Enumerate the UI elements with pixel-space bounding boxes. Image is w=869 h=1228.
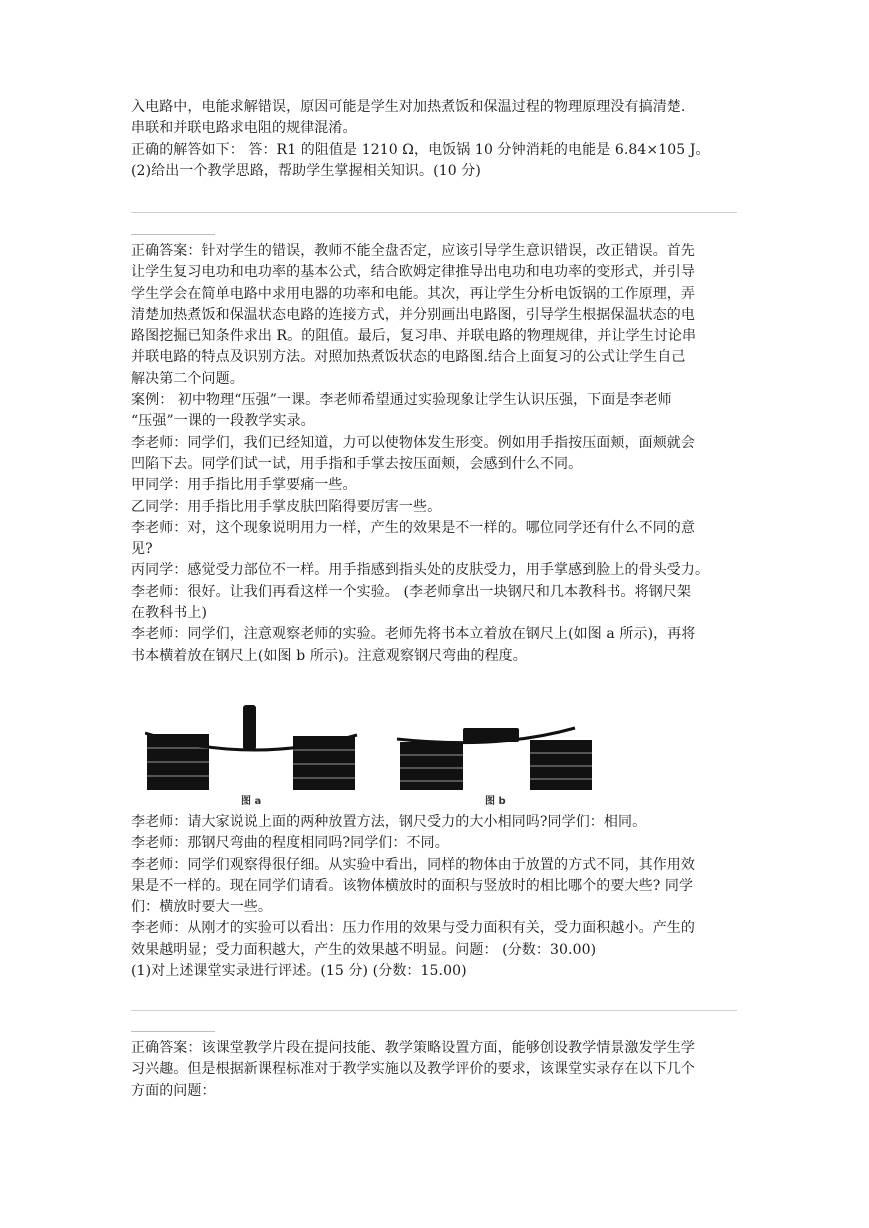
figure-b <box>397 728 592 807</box>
text-line: (2)给出一个教学思路，帮助学生掌握相关知识。(10 分) <box>131 162 481 179</box>
text-line: 们：横放时要大一些。 <box>131 899 272 916</box>
text-line: 学生学会在简单电路中求用电器的功率和电能。其次，再让学生分析电饭锅的工作原理，弄 <box>131 285 695 302</box>
text-line: 入电路中，电能求解错误，原因可能是学生对加热煮饭和保温过程的物理原理没有搞清楚. <box>131 99 686 115</box>
text-line: 果是不一样的。现在同学们请看。该物体横放时的面积与竖放时的相比哪个的要大些? 同学 <box>131 877 694 894</box>
text-line: 李老师：那钢尺弯曲的程度相同吗?同学们：不同。 <box>131 835 449 852</box>
text-line: 李老师：很好。让我们再看这样一个实验。 (李老师拿出一块钢尺和几本教科书。将钢尺架 <box>131 583 692 600</box>
text-line: 串联和并联电路求电阻的规律混淆。 <box>131 120 357 137</box>
section-divider <box>131 1010 737 1011</box>
text-line: “压强”一课的一段教学实录。 <box>131 413 315 430</box>
text-line: 李老师：同学们，我们已经知道，力可以使物体发生形变。例如用手指按压面颊，面颊就会 <box>131 434 695 451</box>
figure-a-label: 图 a <box>241 796 262 807</box>
text-line: 在教科书上) <box>131 605 208 622</box>
text-line: 李老师：从刚才的实验可以看出：压力作用的效果与受力面积有关，受力面积越小。产生的 <box>131 920 695 937</box>
section-divider <box>131 212 737 213</box>
text-line: 丙同学：感觉受力部位不一样。用手指感到指头处的皮肤受力，用手掌感到脸上的骨头受力。 <box>131 562 710 579</box>
text-line: 见? <box>131 541 153 558</box>
text-line: 案例： 初中物理“压强”一课。李老师希望通过实验现象让学生认识压强，下面是李老师 <box>131 392 672 409</box>
text-section-4 <box>131 1038 741 1102</box>
text-line: 清楚加热煮饭和保温状态电路的连接方式，并分别画出电路图，引导学生根据保温状态的电 <box>131 306 695 323</box>
text-section-2 <box>131 241 741 667</box>
answer-marker-line <box>131 234 215 235</box>
answer-marker-line <box>131 1031 215 1032</box>
text-line: 路图挖掘已知条件求出 R。的阻值。最后，复习串、并联电路的物理规律，并让学生讨论串 <box>131 328 697 345</box>
figure-b-label: 图 b <box>485 796 506 807</box>
text-line: 并联电路的特点及识别方法。对照加热煮饭状态的电路图.结合上面复习的公式让学生自己 <box>131 349 686 366</box>
text-line: 解决第二个问题。 <box>131 370 244 387</box>
text-line: 书本横着放在钢尺上(如图 b 所示)。注意观察钢尺弯曲的程度。 <box>131 647 527 664</box>
text-line: 让学生复习电功和电功率的基本公式，结合欧姆定律推导出电功和电功率的变形式，并引导 <box>131 264 695 281</box>
text-line: 李老师：请大家说说上面的两种放置方法，钢尺受力的大小相同吗?同学们：相同。 <box>131 814 647 830</box>
book-stack-left-b-icon <box>400 742 463 790</box>
flat-book-icon <box>463 728 519 742</box>
ruler-experiment-figure <box>145 704 645 810</box>
text-line: 正确答案：针对学生的错误，教师不能全盘否定，应该引导学生意识错误，改正错误。首先 <box>131 243 695 259</box>
text-line: 李老师：同学们观察得很仔细。从实验中看出，同样的物体由于放置的方式不同，其作用效 <box>131 856 695 873</box>
text-line: 效果越明显；受力面积越大，产生的效果越不明显。问题： (分数：30.00) <box>131 941 597 958</box>
book-stack-right-b-icon <box>530 740 592 790</box>
text-line: 李老师：同学们，注意观察老师的实验。老师先将书本立着放在钢尺上(如图 a 所示)，再将 <box>131 626 696 643</box>
text-line: (1)对上述课堂实录进行评述。(15 分) (分数：15.00) <box>131 963 467 980</box>
text-line: 李老师：对，这个现象说明用力一样，产生的效果是不一样的。哪位同学还有什么不同的意 <box>131 519 695 536</box>
text-section-1 <box>131 97 741 182</box>
text-line: 习兴趣。但是根据新课程标准对于教学实施以及教学评价的要求，该课堂实录存在以下几个 <box>131 1061 695 1078</box>
text-line: 方面的问题： <box>131 1082 216 1099</box>
text-line: 乙同学：用手指比用手掌皮肤凹陷得要厉害一些。 <box>131 498 442 515</box>
text-line: 甲同学：用手指比用手掌要痛一些。 <box>131 477 357 494</box>
text-line: 正确的解答如下： 答：R1 的阻值是 1210 Ω，电饭锅 10 分钟消耗的电能是 6.84×105 J。 <box>131 141 710 158</box>
text-section-3 <box>131 812 741 982</box>
text-line: 正确答案：该课堂教学片段在提问技能、教学策略设置方面，能够创设教学情景激发学生学 <box>131 1040 695 1056</box>
text-line: 凹陷下去。同学们试一试，用手指和手掌去按压面颊，会感到什么不同。 <box>131 455 583 472</box>
upright-book-icon <box>243 705 256 750</box>
figure-a <box>145 705 357 807</box>
